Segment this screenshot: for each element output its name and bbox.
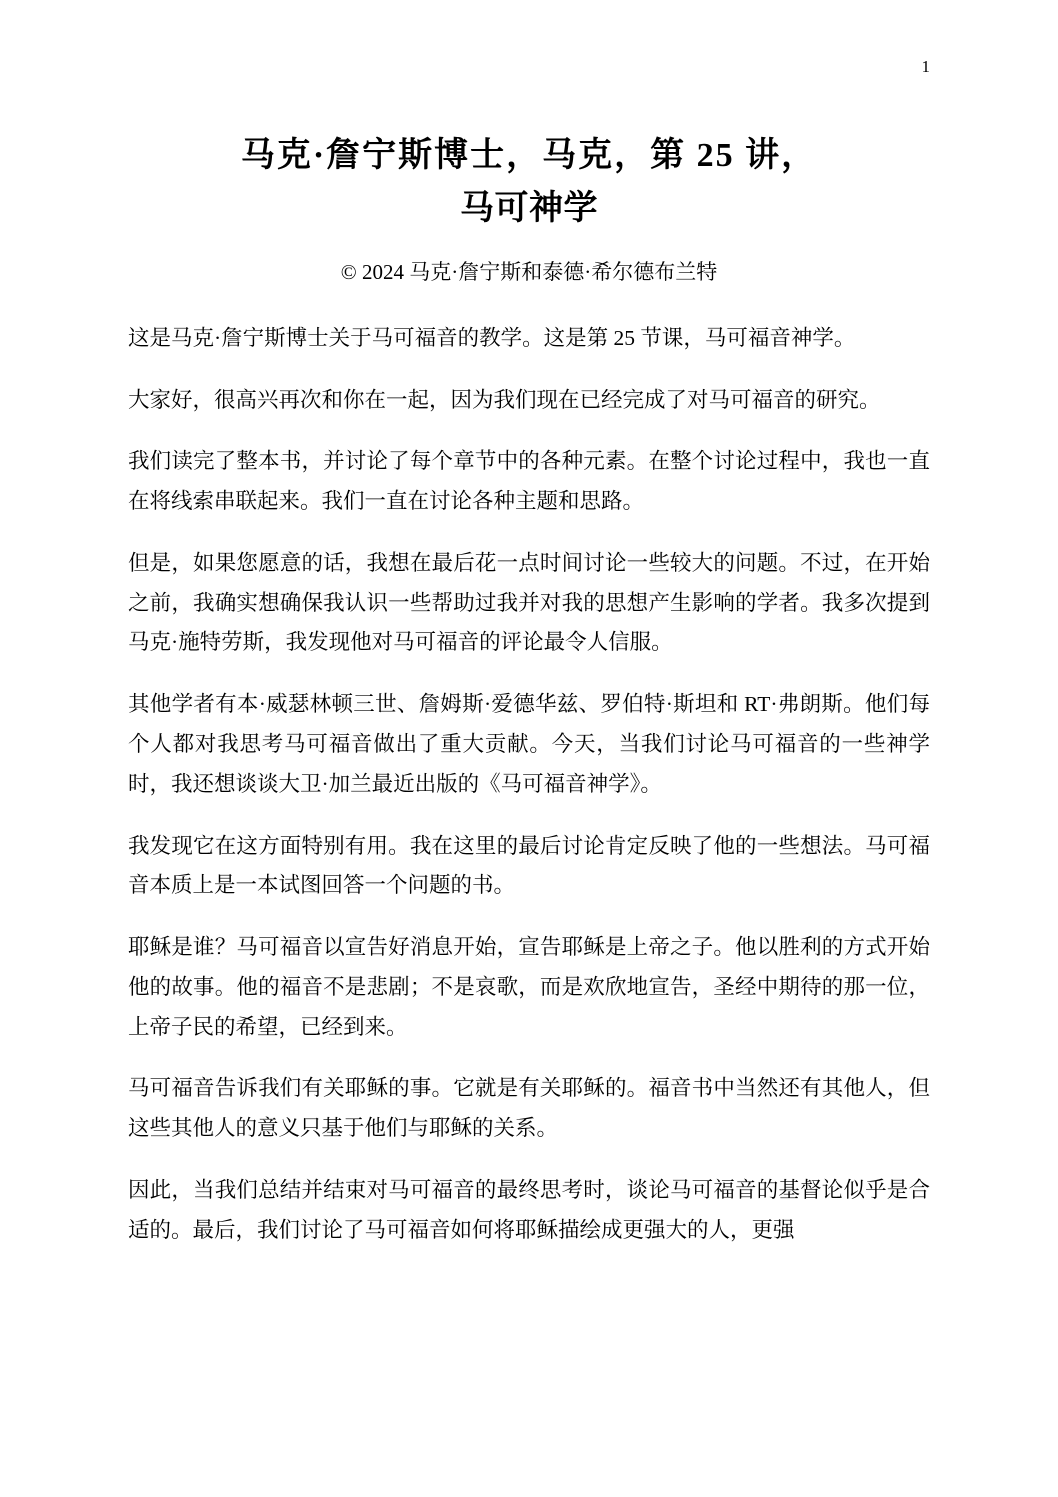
paragraph: 我发现它在这方面特别有用。我在这里的最后讨论肯定反映了他的一些想法。马可福音本质上是一本试图回答一个问题的书。 bbox=[128, 833, 930, 898]
title-line-2: 马可神学 bbox=[460, 189, 598, 227]
paragraph: 这是马克·詹宁斯博士关于马可福音的教学。这是第 25 节课，马可福音神学。 bbox=[128, 325, 856, 350]
copyright-notice: © 2024 马克·詹宁斯和泰德·希尔德布兰特 bbox=[340, 260, 718, 285]
page-title bbox=[128, 130, 930, 235]
paragraph: 其他学者有本·威瑟林顿三世、詹姆斯·爱德华兹、罗伯特·斯坦和 RT·弗朗斯。他们每个人都对我思考马可福音做出了重大贡献。今天，当我们讨论马可福音的一些神学时，我还想谈谈大卫·加兰最近出版的《马可福音神学》。 bbox=[128, 692, 930, 796]
paragraph: 马可福音告诉我们有关耶稣的事。它就是有关耶稣的。福音书中当然还有其他人，但这些其他人的意义只基于他们与耶稣的关系。 bbox=[128, 1076, 930, 1141]
page-number: 1 bbox=[921, 57, 930, 76]
document-body bbox=[128, 319, 930, 1251]
paragraph: 但是，如果您愿意的话，我想在最后花一点时间讨论一些较大的问题。不过，在开始之前，我确实想确保我认识一些帮助过我并对我的思想产生影响的学者。我多次提到马克·施特劳斯，我发现他对马可福音的评论最令人信服。 bbox=[128, 550, 930, 655]
title-line-1: 马克·詹宁斯博士，马克，第 25 讲， bbox=[240, 137, 818, 174]
paragraph: 大家好，很高兴再次和你在一起，因为我们现在已经完成了对马可福音的研究。 bbox=[128, 387, 881, 412]
paragraph: 耶稣是谁？马可福音以宣告好消息开始，宣告耶稣是上帝之子。他以胜利的方式开始他的故事。他的福音不是悲剧；不是哀歌，而是欢欣地宣告，圣经中期待的那一位，上帝子民的希望，已经到来。 bbox=[128, 935, 930, 1039]
paragraph: 我们读完了整本书，并讨论了每个章节中的各种元素。在整个讨论过程中，我也一直在将线索串联起来。我们一直在讨论各种主题和思路。 bbox=[128, 449, 930, 514]
paragraph: 因此，当我们总结并结束对马可福音的最终思考时，谈论马可福音的基督论似乎是合适的。最后，我们讨论了马可福音如何将耶稣描绘成更强大的人，更强 bbox=[128, 1177, 930, 1242]
